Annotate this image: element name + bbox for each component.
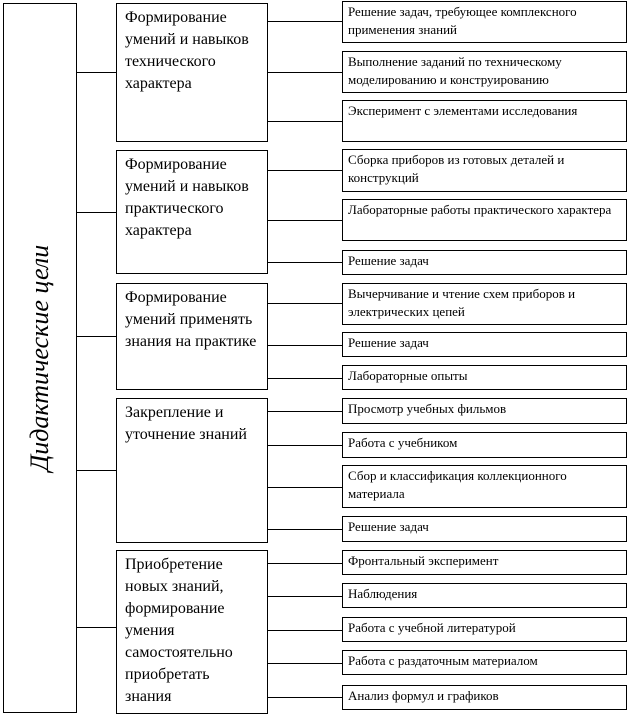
method-label: Решение задач [348, 253, 429, 268]
method-box [342, 365, 627, 390]
method-box [342, 685, 627, 710]
connector-line [77, 72, 116, 73]
connector-line [268, 21, 342, 22]
goal-title: Приобретение новых знаний, формирование умения самостоятельно приобретать знания [125, 556, 233, 705]
method-label: Сбор и классификация коллекционного материала [348, 468, 567, 501]
method-box [342, 100, 627, 142]
connector-line [77, 212, 116, 213]
method-label: Лабораторные опыты [348, 368, 468, 383]
method-box [342, 283, 627, 325]
method-label: Решение задач [348, 335, 429, 350]
connector-line [268, 445, 342, 446]
method-box [342, 516, 627, 542]
goal-box [116, 398, 268, 543]
root-label: Дидактические цели [25, 244, 54, 472]
method-label: Работа с учебником [348, 435, 458, 450]
method-label: Наблюдения [348, 586, 418, 601]
method-label: Работа с учебной литературой [348, 620, 516, 635]
method-box [342, 199, 627, 241]
method-box [342, 250, 627, 275]
method-box [342, 550, 627, 575]
connector-line [268, 630, 342, 631]
connector-line [268, 121, 342, 122]
connector-line [268, 72, 342, 73]
method-label: Сборка приборов из готовых деталей и конструкций [348, 152, 565, 185]
goal-box [116, 550, 268, 714]
method-label: Эксперимент с элементами исследования [348, 103, 578, 118]
method-label: Решение задач, требующее комплексного применения знаний [348, 4, 577, 37]
method-box [342, 432, 627, 458]
goal-title: Формирование умений и навыков практического характера [125, 156, 249, 239]
connector-line [268, 345, 342, 346]
goal-title: Формирование умений и навыков технического характера [125, 9, 249, 92]
method-box [342, 617, 627, 642]
connector-line [268, 663, 342, 664]
method-label: Выполнение заданий по техническому моделированию и конструированию [348, 54, 562, 87]
connector-line [268, 529, 342, 530]
method-box [342, 398, 627, 424]
goal-title: Закрепление и уточнение знаний [125, 404, 247, 443]
connector-line [77, 336, 116, 337]
connector-line [268, 697, 342, 698]
connector-line [268, 563, 342, 564]
method-label: Анализ формул и графиков [348, 688, 499, 703]
method-box [342, 149, 627, 192]
method-label: Просмотр учебных фильмов [348, 401, 507, 416]
method-box [342, 650, 627, 675]
method-box [342, 1, 627, 43]
method-box [342, 583, 627, 608]
method-box [342, 465, 627, 508]
connector-line [268, 487, 342, 488]
method-label: Работа с раздаточным материалом [348, 653, 538, 668]
method-label: Вычерчивание и чтение схем приборов и электрических цепей [348, 286, 576, 319]
connector-line [268, 262, 342, 263]
connector-line [268, 411, 342, 412]
connector-line [77, 627, 116, 628]
connector-line [268, 378, 342, 379]
connector-line [268, 170, 342, 171]
connector-line [268, 596, 342, 597]
goal-box [116, 150, 268, 274]
connector-line [77, 470, 116, 471]
connector-line [268, 303, 342, 304]
connector-line [268, 220, 342, 221]
goal-box [116, 283, 268, 390]
goal-title: Формирование умений применять знания на практике [125, 289, 257, 350]
method-box [342, 51, 627, 93]
method-label: Фронтальный эксперимент [348, 553, 499, 568]
method-label: Решение задач [348, 519, 429, 534]
method-label: Лабораторные работы практического характера [348, 202, 612, 217]
method-box [342, 332, 627, 357]
root-box [3, 3, 77, 713]
goal-box [116, 3, 268, 142]
